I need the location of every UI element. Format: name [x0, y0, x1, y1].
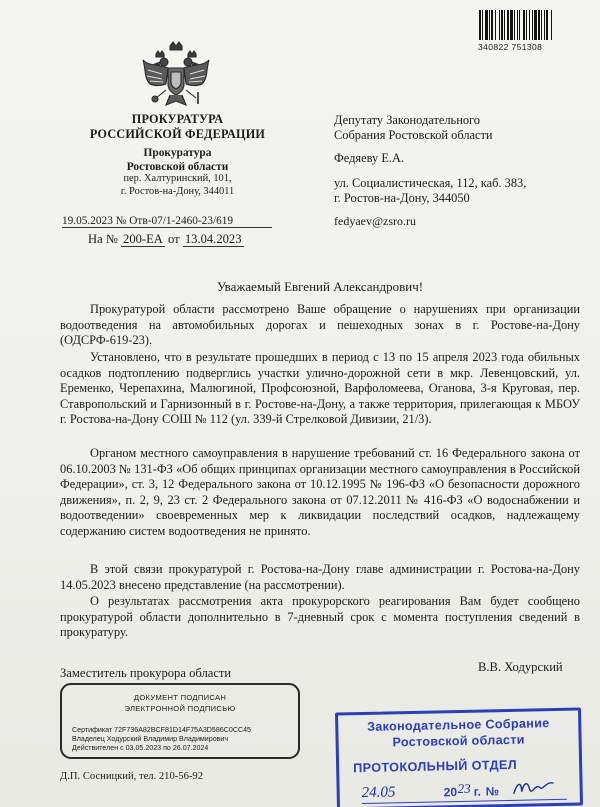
stamp-year-suffix: г.	[473, 784, 481, 799]
incoming-date: 13.04.2023	[184, 232, 242, 246]
recipient-address-line: ул. Социалистическая, 112, каб. 383,	[334, 176, 527, 190]
signer-position: Заместитель прокурора области	[60, 666, 232, 680]
executor-contact: Д.П. Сосницкий, тел. 210-56-92	[60, 771, 203, 782]
esig-header-line: ЭЛЕКТРОННОЙ ПОДПИСЬЮ	[124, 704, 236, 713]
recipient-title-line: Собрания Ростовской области	[334, 128, 493, 142]
incoming-number: 200-ЕА	[123, 232, 163, 246]
barcode-icon	[478, 10, 574, 40]
sender-sub-office-line: Ростовской области	[126, 161, 229, 173]
body-paragraph: Установлено, что в результате прошедших в период с 13 по 15 апреля 2023 года обильных осадков подтоплению подверглись участки улично-дорожной сети в мкр. Левенцовский, ул. Еременко, Черепахина, Малюгиной, Профсоюзной, Варфоломеева, Оганова, 3-я Круговая, пер. Ставропольский и Гарнизонный в г. Ростове-на-Дону, а также территория, прилегающая к МБОУ г. Ростова-на-Дону СОШ № 112 (ул. 339-й Стрелковой Дивизии, 21/3).	[60, 350, 580, 427]
esig-header-line: ДОКУМЕНТ ПОДПИСАН	[133, 693, 227, 702]
recipient-title-line: Депутату Законодательного	[334, 113, 481, 127]
body-paragraph: Прокуратурой области рассмотрено Ваше обращение о нарушениях при организации водоотведения на автомобильных дорогах и пешеходных зонах в г. Ростове-на-Дону (ОДСРФ-619-23).	[60, 302, 580, 348]
stamp-org-line: Законодательное Собрание	[366, 716, 550, 734]
stamp-handwritten-date: 24.05	[361, 784, 396, 802]
recipient-title	[334, 113, 493, 143]
sender-office-name	[80, 112, 275, 142]
body-paragraph: В этой связи прокуратурой г. Ростова-на-Дону главе администрации г. Ростова-на-Дону 14.05.2023 внесено представление (на рассмотрении).	[60, 562, 580, 592]
body-paragraph: О результатах рассмотрения акта прокурорского реагирования Вам будет сообщено прокуратурой области дополнительно в 7-дневный срок с момента поступления сведений в прокуратуру.	[60, 594, 580, 640]
stamp-handwritten-year: 23	[457, 780, 471, 797]
incoming-reference	[88, 232, 244, 247]
sender-address-line: г. Ростов-на-Дону, 344011	[120, 186, 235, 197]
signer-name: В.В. Ходурский	[478, 660, 563, 674]
incoming-prefix: На №	[88, 232, 118, 246]
sender-office-line: РОССИЙСКОЙ ФЕДЕРАЦИИ	[89, 127, 266, 141]
recipient-address-line: г. Ростов-на-Дону, 344050	[334, 191, 470, 205]
recipient-email: fedyaev@zsro.ru	[334, 214, 417, 228]
esig-owner: Владелец Ходурский Владимир Владимирович	[72, 735, 229, 743]
salutation: Уважаемый Евгений Александрович!	[216, 279, 424, 294]
sender-address-line: пер. Халтуринский, 101,	[123, 173, 232, 184]
esig-validity: Действителен с 03.05.2023 по 26.07.2024	[72, 744, 209, 752]
barcode-number: 340822 751308	[478, 42, 543, 52]
registration-stamp	[335, 707, 583, 807]
sender-sub-office	[80, 146, 275, 174]
sender-address	[80, 172, 275, 198]
body-paragraph: Органом местного самоуправления в нарушение требований ст. 16 Федерального закона от 06.10.2003 № 131-ФЗ «Об общих принципах организации местного самоуправления в Российской Федерации», ст. 3, 12 Федерального закона от 10.12.1995 № 196-ФЗ «О безопасности дорожного движения», п. 2, 9, 23 ст. 2 Федерального закона от 07.12.2011 № 416-ФЗ «О водоснабжении и водоотведении» своевременных мер к ликвидации последствий осадков, надлежащему содержанию систем водоотведения не принято.	[60, 446, 580, 538]
handwritten-number-scribble-icon	[509, 777, 559, 800]
russian-emblem-icon	[140, 40, 212, 116]
esig-header	[62, 692, 298, 714]
outgoing-reference: 19.05.2023 № Отв-07/1-2460-23/619	[62, 215, 272, 228]
sender-sub-office-line: Прокуратура	[143, 147, 212, 159]
stamp-year-label: 20	[443, 785, 458, 800]
incoming-from: от	[168, 232, 180, 246]
stamp-department: ПРОТОКОЛЬНЫЙ ОТДЕЛ	[353, 757, 518, 776]
electronic-signature-box	[60, 683, 300, 759]
recipient-address	[334, 176, 526, 206]
esig-certificate: Сертификат 72F736A82BCF81D14F75A3D586C0CC45	[72, 726, 251, 734]
sender-office-line: ПРОКУРАТУРА	[131, 112, 224, 126]
recipient-name: Федяеву Е.А.	[334, 151, 405, 165]
stamp-date-row	[361, 780, 572, 805]
stamp-number-label: №	[485, 784, 500, 799]
stamp-org-line: Ростовской области	[392, 732, 525, 750]
